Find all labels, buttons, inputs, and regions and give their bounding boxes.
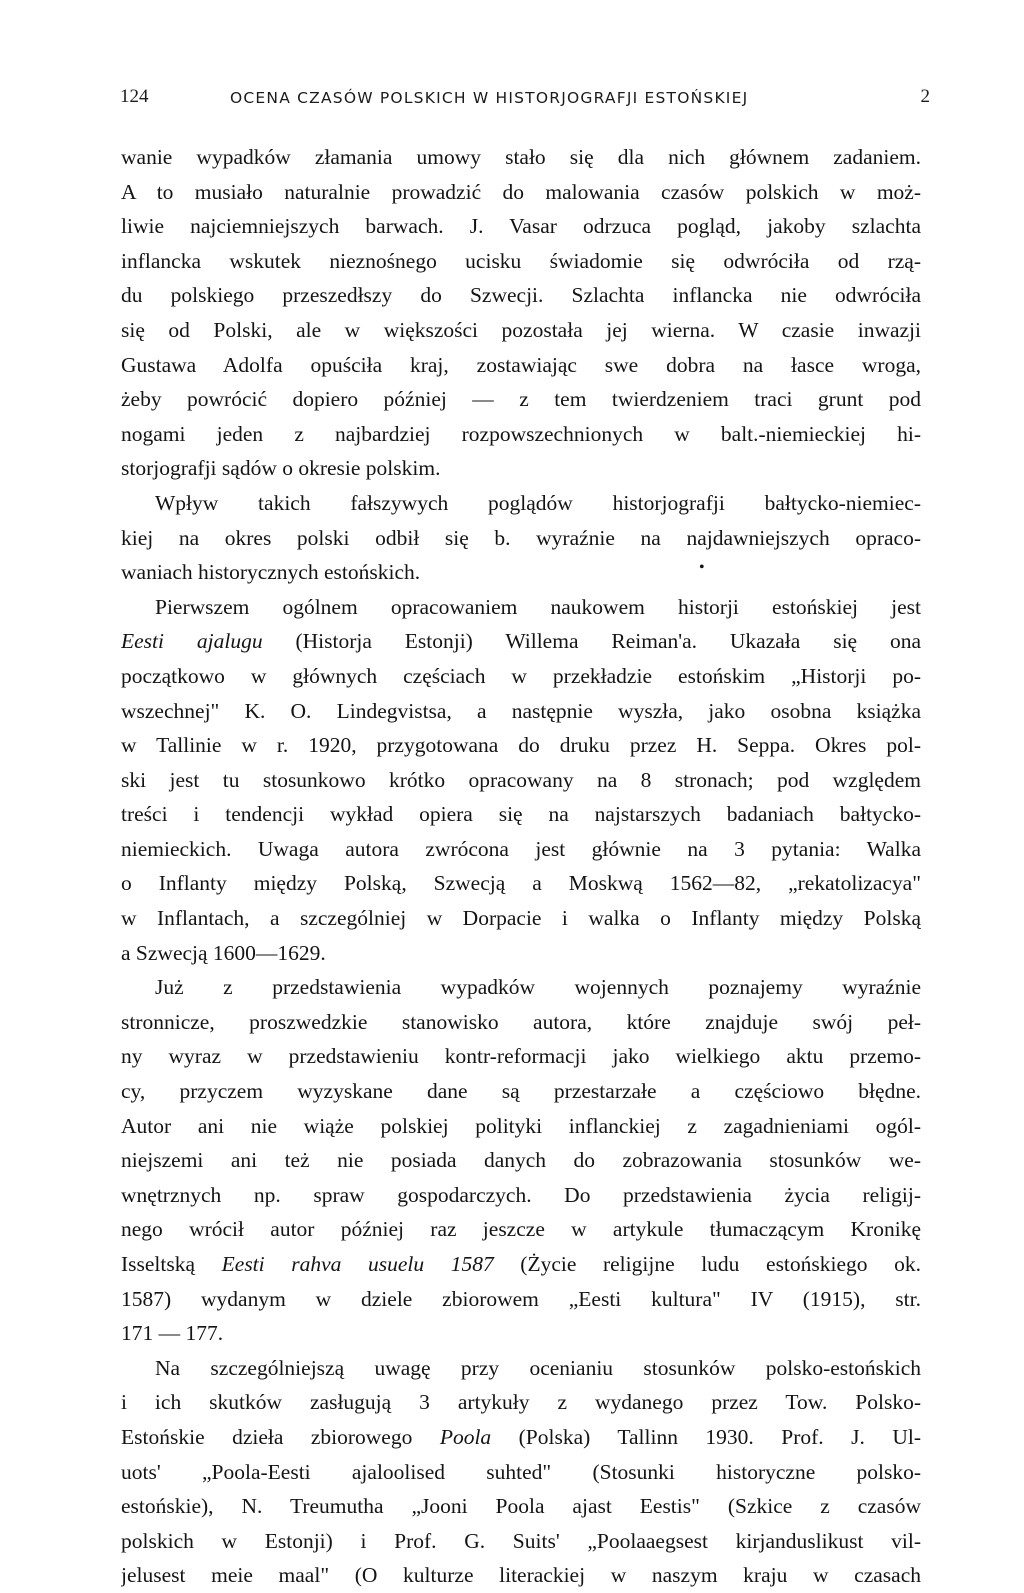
text-line: estońskie), N. Treumutha „Jooni Poola ajast Eestis" (Szkice z czasów — [121, 1494, 921, 1519]
text-line: Estońskie dzieła zbiorowego Poola (Polska) Tallinn 1930. Prof. J. Ul- — [121, 1424, 921, 1449]
text-line: Na szczególniejszą uwagę przy ocenianiu stosunków polsko-estońskich — [155, 1355, 921, 1380]
text-line: Eesti ajalugu (Historja Estonji) Willema Reiman'a. Ukazała się ona — [121, 629, 921, 654]
text-line: Już z przedstawienia wypadków wojennych poznajemy wyraźnie — [155, 975, 921, 1000]
text-line: ny wyraz w przedstawieniu kontr-reformacji jako wielkiego aktu przemo- — [121, 1044, 921, 1069]
text-line: Isseltską Eesti rahva usuelu 1587 (Życie religijne ludu estońskiego ok. — [121, 1252, 921, 1276]
book-title: Eesti ajalugu — [121, 629, 263, 654]
text-line: w Inflantach, a szczególniej w Dorpacie i walka o Inflanty między Polską — [121, 906, 921, 931]
running-head — [120, 86, 930, 116]
book-title: Eesti rahva usuelu 1587 — [221, 1252, 494, 1276]
text-line: A to musiało naturalnie prowadzić do malowania czasów polskich w moż- — [121, 179, 921, 204]
text-line: niejszemi ani też nie posiada danych do zobrazowania stosunków we- — [121, 1148, 921, 1173]
text-line: wnętrznych np. spraw gospodarczych. Do przedstawienia życia religij- — [121, 1182, 921, 1207]
text-line: uots' „Poola-Eesti ajaloolised suhted" (Stosunki historyczne polsko- — [121, 1459, 921, 1484]
text-line: stronnicze, proszwedzkie stanowisko autora, które znajduje swój peł- — [121, 1009, 921, 1034]
text-line: i ich skutków zasługują 3 artykuły z wydanego przez Tow. Polsko- — [121, 1390, 921, 1415]
text-line: o Inflanty między Polską, Szwecją a Moskwą 1562—82, „rekatolizacya" — [121, 871, 921, 896]
body-text — [121, 140, 921, 1593]
text-line: Pierwszem ogólnem opracowaniem naukowem historji estońskiej jest — [155, 594, 921, 619]
stray-mark: • — [699, 559, 705, 577]
text-line: liwie najciemniejszych barwach. J. Vasar odrzuca pogląd, jakoby szlachta — [121, 214, 921, 239]
text-line: treści i tendencji wykład opiera się na najstarszych badaniach bałtycko- — [121, 802, 921, 827]
text-line: jelusest meie maal" (O kulturze literackiej w naszym kraju w czasach — [121, 1563, 921, 1588]
text-line: Gustawa Adolfa opuściła kraj, zostawiając swe dobra na łasce wroga, — [121, 352, 921, 377]
text-line: inflancka wskutek nieznośnego ucisku świadomie się odwróciła od rzą- — [121, 248, 921, 273]
text-line: w Tallinie w r. 1920, przygotowana do druku przez H. Seppa. Okres pol- — [121, 733, 921, 758]
text-line: żeby powrócić dopiero później — z tem twierdzeniem traci grunt pod — [121, 387, 921, 412]
text-line: się od Polski, ale w większości pozostała jej wierna. W czasie inwazji — [121, 317, 921, 342]
text-line: 1587) wydanym w dziele zbiorowem „Eesti kultura" IV (1915), str. — [121, 1286, 921, 1311]
text-line: a Szwecją 1600—1629. — [121, 940, 326, 965]
text-line: wszechnej" K. O. Lindegvistsa, a następnie wyszła, jako osobna książka — [121, 698, 921, 723]
text-line: początkowo w głównych częściach w przekładzie estońskim „Historji po- — [121, 663, 921, 688]
text-line: Autor ani nie wiąże polskiej polityki inflanckiej z zagadnieniami ogól- — [121, 1113, 921, 1138]
text-line: waniach historycznych estońskich. • — [121, 555, 921, 590]
text-line: cy, przyczem wyzyskane dane są przestarzałe a częściowo błędne. — [121, 1079, 921, 1104]
text-line: ski jest tu stosunkowo krótko opracowany na 8 stronach; pod względem — [121, 767, 921, 792]
page-number: 124 — [120, 86, 149, 107]
text-line: kiej na okres polski odbił się b. wyraźnie na najdawniejszych opraco- — [121, 525, 921, 550]
running-title: OCENA CZASÓW POLSKICH W HISTORJOGRAFJI ESTOŃSKIEJ — [230, 89, 749, 107]
text-line: nego wrócił autor później raz jeszcze w artykule tłumaczącym Kronikę — [121, 1217, 921, 1242]
text-line: wanie wypadków złamania umowy stało się dla nich głównem zadaniem. — [121, 145, 921, 169]
text-line: storjografji sądów o okresie polskim. — [121, 456, 441, 481]
text-line: Wpływ takich fałszywych poglądów historjografji bałtycko-niemiec- — [155, 490, 921, 515]
text-line: polskich w Estonji) i Prof. G. Suits' „Poolaaegsest kirjanduslikust vil- — [121, 1528, 921, 1553]
text-line: niemieckich. Uwaga autora zwrócona jest głównie na 3 pytania: Walka — [121, 836, 921, 861]
sheet-number: 2 — [920, 86, 930, 107]
text-line: 171 — 177. — [121, 1321, 224, 1346]
text-line: nogami jeden z najbardziej rozpowszechnionych w balt.-niemieckiej hi- — [121, 421, 921, 446]
text-line: du polskiego przeszedłszy do Szwecji. Szlachta inflancka nie odwróciła — [121, 283, 921, 308]
book-title: Poola — [439, 1424, 492, 1449]
